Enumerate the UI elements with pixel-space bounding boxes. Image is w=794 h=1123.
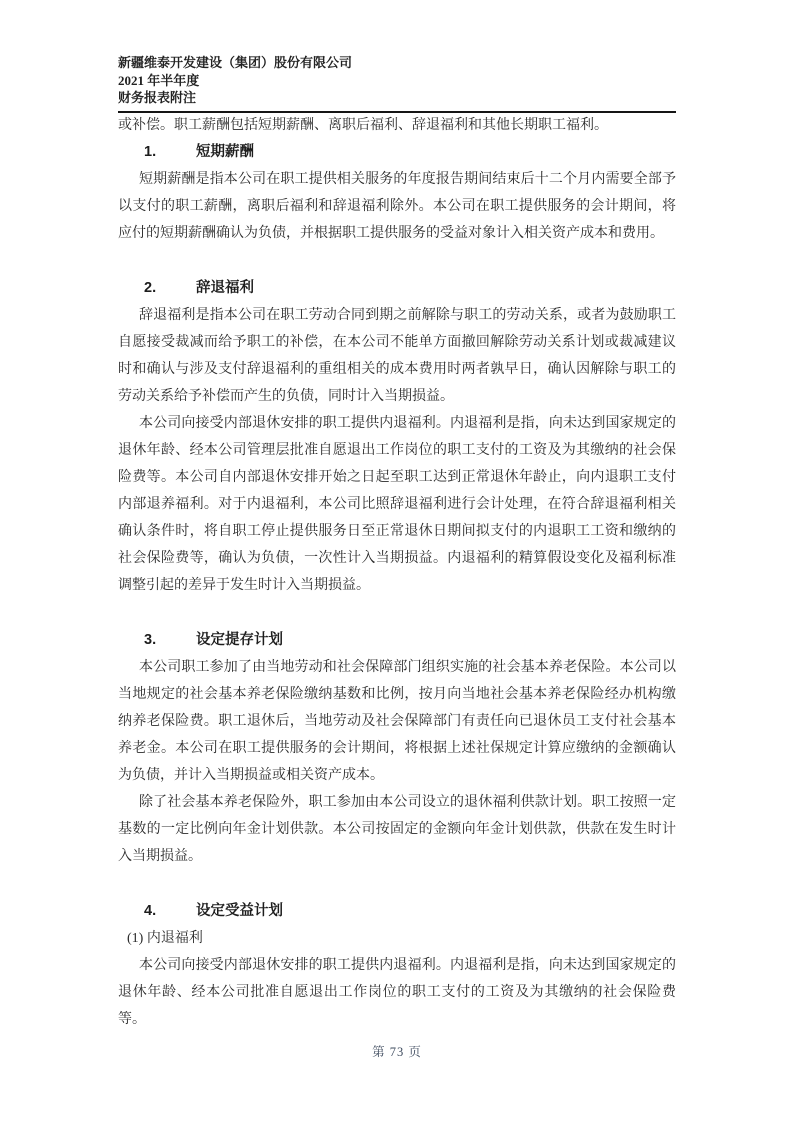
page-header: [118, 54, 676, 113]
header-report-period: 2021 年半年度: [118, 72, 200, 88]
section-number: 4.: [144, 903, 157, 919]
document-body: [118, 112, 676, 1033]
section-number: 2.: [144, 280, 157, 296]
page-number-label: 第 73 页: [372, 1045, 422, 1059]
section-number: 1.: [144, 144, 157, 160]
section-heading-3: [118, 627, 676, 654]
section-title: 设定受益计划: [196, 903, 283, 919]
header-company-name: 新疆维泰开发建设（集团）股份有限公司: [118, 55, 353, 70]
section-title: 辞退福利: [196, 280, 254, 296]
section-number: 3.: [144, 632, 157, 648]
paragraph: 本公司职工参加了由当地劳动和社会保障部门组织实施的社会基本养老保险。本公司以当地规定的社会基本养老保险缴纳基数和比例，按月向当地社会基本养老保险经办机构缴纳养老保险费。职工退休后，当地劳动及社会保障部门有责任向已退休员工支付社会基本养老金。本公司在职工提供服务的会计期间，将根据上述社保规定计算应缴纳的金额确认为负债，并计入当期损益或相关资产成本。: [118, 660, 676, 783]
paragraph: 除了社会基本养老保险外，职工参加由本公司设立的退休福利供款计划。职工按照一定基数的一定比例向年金计划供款。本公司按固定的金额向年金计划供款，供款在发生时计入当期损益。: [118, 795, 676, 864]
page-footer: [0, 1042, 794, 1060]
section-heading-4: [118, 898, 676, 925]
paragraph-continuation: 或补偿。职工薪酬包括短期薪酬、离职后福利、辞退福利和其他长期职工福利。: [118, 118, 608, 133]
subsection-heading: (1) 内退福利: [127, 931, 203, 946]
paragraph: 本公司向接受内部退休安排的职工提供内退福利。内退福利是指，向未达到国家规定的退休年龄、经本公司管理层批准自愿退出工作岗位的职工支付的工资及为其缴纳的社会保险费等。本公司自内部退休安排开始之日起至职工达到正常退休年龄止，向内退职工支付内部退养福利。对于内退福利，本公司比照辞退福利进行会计处理，在符合辞退福利相关确认条件时，将自职工停止提供服务日至正常退休日期间拟支付的内退职工工资和缴纳的社会保险费等，确认为负债，一次性计入当期损益。内退福利的精算假设变化及福利标准调整引起的差异于发生时计入当期损益。: [118, 416, 676, 593]
header-doc-title: 财务报表附注: [118, 90, 197, 105]
section-heading-2: [118, 275, 676, 302]
section-title: 短期薪酬: [196, 144, 254, 160]
section-title: 设定提存计划: [196, 632, 283, 648]
paragraph: 短期薪酬是指本公司在职工提供相关服务的年度报告期间结束后十二个月内需要全部予以支付的职工薪酬，离职后福利和辞退福利除外。本公司在职工提供服务的会计期间，将应付的短期薪酬确认为负债，并根据职工提供服务的受益对象计入相关资产成本和费用。: [118, 172, 676, 241]
paragraph: 辞退福利是指本公司在职工劳动合同到期之前解除与职工的劳动关系，或者为鼓励职工自愿接受裁减而给予职工的补偿，在本公司不能单方面撤回解除劳动关系计划或裁减建议时和确认与涉及支付辞退福利的重组相关的成本费用时两者孰早日，确认因解除与职工的劳动关系给予补偿而产生的负债，同时计入当期损益。: [118, 308, 676, 404]
section-heading-1: [118, 139, 676, 166]
paragraph: 本公司向接受内部退休安排的职工提供内退福利。内退福利是指，向未达到国家规定的退休年龄、经本公司批准自愿退出工作岗位的职工支付的工资及为其缴纳的社会保险费等。: [118, 958, 676, 1027]
